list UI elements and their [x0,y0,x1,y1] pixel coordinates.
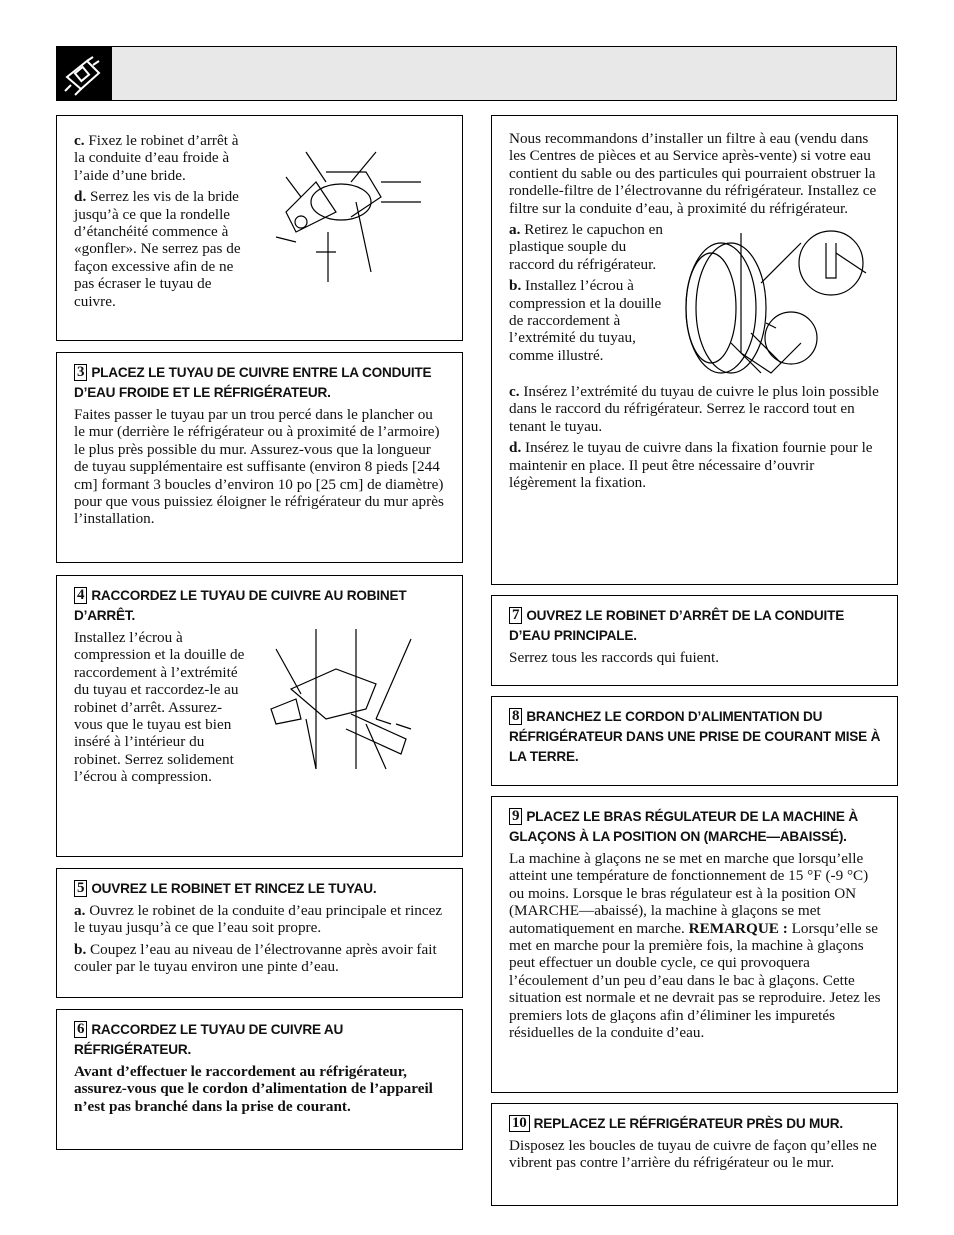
step-body-continued: Lorsqu’elle se met en marche pour la première fois, la machine à glaçons peut effectuer un double cycle, ce qui provoquera l’écoulement d’un peu d’eau dans le bac à glaçons. Cette situation est normale et ne devrait pas se reproduire. Jetez les premiers lots de glaçons afin d’éliminer les impuretés résiduelles de la conduite d’eau. [509,919,881,1042]
step-b-text: Coupez l’eau au niveau de l’électrovanne après avoir fait couler par le tuyau environ une pinte d’eau. [74,940,437,976]
step-10 [491,1103,898,1206]
remark-label: REMARQUE : [688,919,788,937]
step-c-label: c. [74,132,85,149]
step-4 [56,575,463,857]
step-8 [491,696,898,786]
step-d-label: d. [74,188,87,206]
step-title: OUVREZ LE ROBINET ET RINCEZ LE TUYAU. [91,881,377,896]
warning-text: Avant d’effectuer le raccordement au réfrigérateur, assurez-vous que le cordon d’alimentation de l’appareil n’est pas branché dans la prise de courant. [74,1063,433,1115]
step-number: 6 [74,1021,87,1038]
step-b-text: Installez l’écrou à compression et la douille de raccordement à l’extrémité du tuyau, comme illustré. [509,277,662,364]
step-number: 7 [509,607,522,624]
step-title: PLACEZ LE TUYAU DE CUIVRE ENTRE LA CONDUITE D’EAU FROIDE ET LE RÉFRIGÉRATEUR. [74,365,432,400]
step-d-label: d. [509,439,522,457]
step-7 [491,595,898,686]
filter-intro: Nous recommandons d’installer un filtre à eau (vendu dans les Centres de pièces et au Service après-vente) si votre eau contient du sable ou des particules qui pourraient obstruer la rondelle-filtre de l’électrovanne du réfrigérateur. Installez ce filtre sur la conduite d’eau, à proximité du réfrigérateur. [509,130,877,217]
step-body: Installez l’écrou à compression et la douille de raccordement à l’extrémité du tuyau et raccordez-le au robinet d’arrêt. Assurez-vous que le tuyau est bien inséré à l’intérieur du robinet. Serrez solidement l’écrou à compression. [74,629,245,786]
step-6 [56,1009,463,1150]
clamp-instructions [56,115,463,341]
step-body: Faites passer le tuyau par un trou percé dans le plancher ou le mur (derrière le réfrigérateur ou à proximité de l’armoire) le plus près possible du mur. Assurez-vous que la longueur de tuyau supplémentaire est suffisante (environ 8 pieds [244 cm] formant 3 boucles d’environ 10 po [25 cm] de diamètre) pour que vous puissiez éloigner le réfrigérateur du mur après l’installation. [74,406,444,528]
step-number: 9 [509,808,522,825]
step-title: BRANCHEZ LE CORDON D’ALIMENTATION DU RÉFRIGÉRATEUR DANS UNE PRISE DE COURANT MISE À LA TERRE. [509,709,881,764]
step-body: La machine à glaçons ne se met en marche que lorsqu’elle atteint une température de fonctionnement de 15 °F (-9 °C) ou moins. Lorsque le bras régulateur est à la position ON (MARCHE—abaissé), la machine à glaçons se met automatiquement en marche. [509,850,869,937]
step-number: 10 [509,1115,530,1132]
step-a-label: a. [509,221,521,239]
water-filter-section [491,115,898,585]
step-title: PLACEZ LE BRAS RÉGULATEUR DE LA MACHINE À GLAÇONS À LA POSITION ON (MARCHE—ABAISSÉ). [509,809,858,844]
step-body: Disposez les boucles de tuyau de cuivre de façon qu’elles ne vibrent pas contre l’arrière du réfrigérateur ou le mur. [509,1137,877,1172]
step-d-text: Serrez les vis de la bride jusqu’à ce que la rondelle d’étanchéité commence à «gonfler». Ne serrez pas de façon excessive afin de ne pas écraser le tuyau de cuivre. [74,188,241,310]
step-number: 4 [74,587,87,604]
step-c-text: Insérez l’extrémité du tuyau de cuivre le plus loin possible dans le raccord du réfrigérateur. Serrez le raccord tout en tenant le tuyau. [509,383,879,435]
step-body: Serrez tous les raccords qui fuient. [509,649,720,666]
step-a-text: Retirez le capuchon en plastique souple du raccord du réfrigérateur. [509,221,663,273]
compression-nut-illustration [256,629,446,779]
step-b-label: b. [74,940,87,958]
step-9 [491,796,898,1093]
step-title: RACCORDEZ LE TUYAU DE CUIVRE AU ROBINET D’ARRÊT. [74,588,407,623]
refrigerator-fitting-illustration [671,223,881,383]
page-header [56,46,897,101]
step-c-label: c. [509,383,520,401]
step-c-text: Fixez le robinet d’arrêt à la conduite d’eau froide à l’aide d’une bride. [74,132,239,184]
clamp-valve-illustration [256,142,446,282]
step-b-label: b. [509,277,522,295]
step-number: 5 [74,880,87,897]
step-a-label: a. [74,902,86,919]
step-3 [56,352,463,563]
step-title: REPLACEZ LE RÉFRIGÉRATEUR PRÈS DU MUR. [533,1116,843,1131]
step-a-text: Ouvrez le robinet de la conduite d’eau principale et rincez le tuyau jusqu’à ce que l’eau soit propre. [74,902,443,937]
step-number: 3 [74,364,87,381]
plug-icon [57,47,112,100]
step-d-text: Insérez le tuyau de cuivre dans la fixation fournie pour le maintenir en place. Il peut être nécessaire d’ouvrir légèrement la fixation. [509,439,873,492]
step-5 [56,868,463,998]
step-title: OUVREZ LE ROBINET D’ARRÊT DE LA CONDUITE D’EAU PRINCIPALE. [509,608,845,643]
step-number: 8 [509,708,522,725]
step-title: RACCORDEZ LE TUYAU DE CUIVRE AU RÉFRIGÉRATEUR. [74,1022,344,1057]
